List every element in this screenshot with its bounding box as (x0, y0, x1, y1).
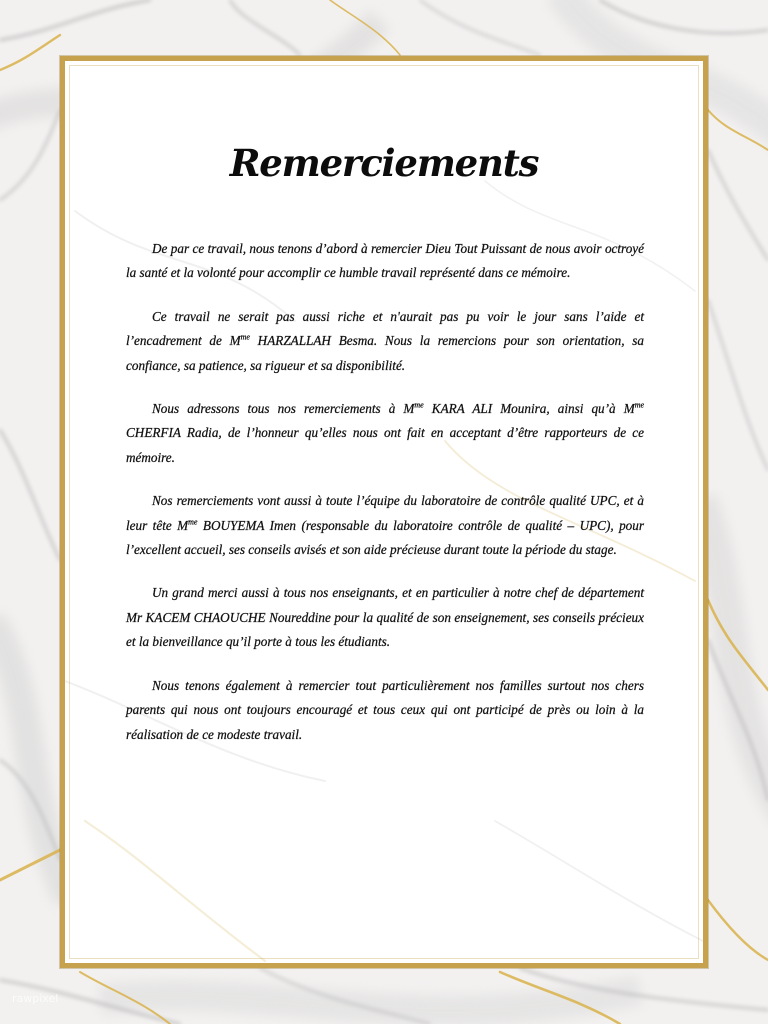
paragraph-text: Nos remerciements vont aussi à toute l’équipe du laboratoire de contrôle qualité UPC, et à leur tête M (126, 493, 644, 533)
paragraph (126, 397, 644, 470)
paragraph-text: Nous tenons également à remercier tout particulièrement nos familles surtout nos chers parents qui nous ont toujours encouragé et tous ceux qui ont participé de près ou loin à la réalisation de ce modeste travail. (126, 677, 644, 742)
title-superscript: me (240, 332, 250, 342)
paragraph (126, 581, 644, 654)
title-superscript: me (414, 400, 424, 410)
paragraph (126, 237, 644, 286)
page-title: Remerciements (229, 141, 539, 185)
paragraph-text: Ce travail ne serait pas aussi riche et n'aurait pas pu voir le jour sans l’aide et l’encadrement de M (126, 308, 644, 349)
paragraph-text: CHERFIA Radia, de l’honneur qu’elles nous ont fait en acceptant d’être rapporteurs de ce mémoire. (126, 425, 644, 465)
paragraph (126, 674, 644, 747)
acknowledgements-body (126, 237, 644, 766)
title-superscript: me (634, 400, 645, 410)
title-superscript: me (188, 517, 198, 527)
paragraph-text: Un grand merci aussi à tous nos enseignants, et en particulier à notre chef de département Mr KACEM CHAOUCHE Noureddine pour la qualité de son enseignement, ses conseils précieux et la bienveillance qu’il porte à tous les étudiants. (126, 585, 644, 650)
paragraph (126, 305, 644, 378)
paragraph-text: KARA ALI Mounira, ainsi qu’à M (423, 401, 635, 417)
paragraph-text: BOUYEMA Imen (responsable du laboratoire contrôle de qualité – UPC), pour l’excellent accueil, ses conseils avisés et son aide précieuse durant toute la période du stage. (126, 517, 644, 558)
paragraph-text: HARZALLAH Besma. Nous la remercions pour son orientation, sa confiance, sa patience, sa rigueur et sa disponibilité. (126, 333, 644, 373)
watermark-text: rawpixel (12, 992, 59, 1005)
paragraph (126, 489, 644, 562)
paragraph-text: Nous adressons tous nos remerciements à M (152, 401, 415, 417)
paragraph-text: De par ce travail, nous tenons d’abord à remercier Dieu Tout Puissant de nous avoir octroyé la santé et la volonté pour accomplir ce humble travail représenté dans ce mémoire. (126, 241, 644, 281)
gold-frame (60, 56, 708, 968)
